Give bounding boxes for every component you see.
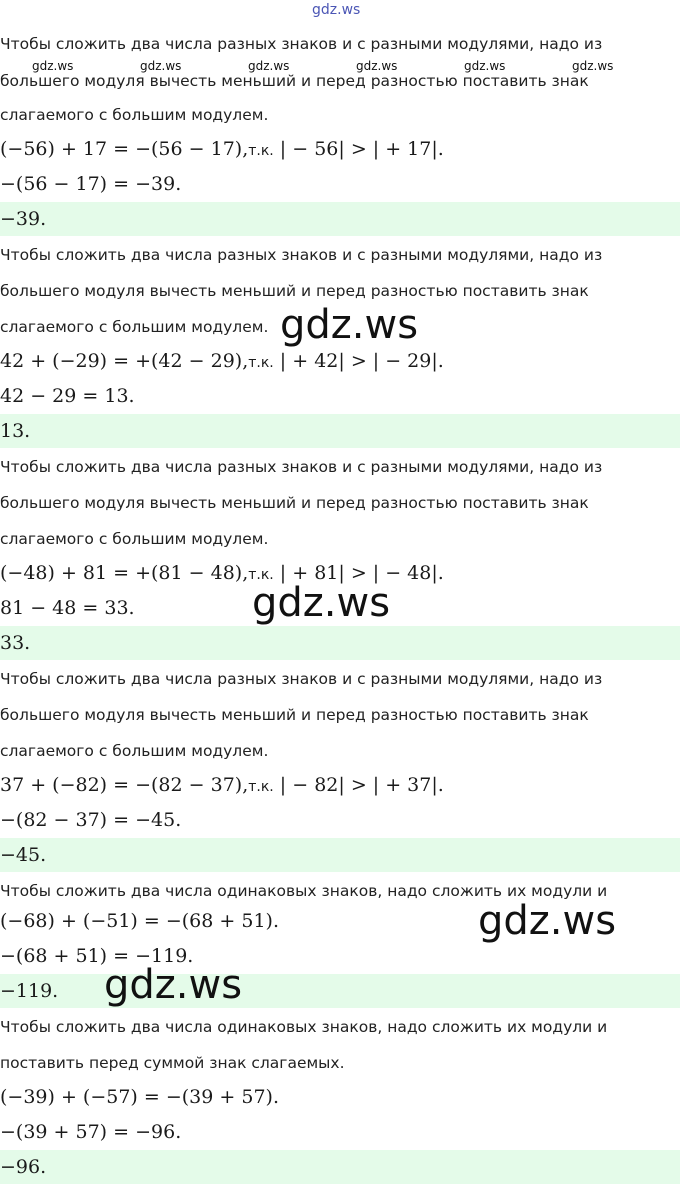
answer-text: −39. (0, 208, 47, 230)
since-label: т.к. (248, 355, 274, 371)
answer-text: 13. (0, 420, 31, 442)
equation: (−39) + (−57) = −(39 + 57). (0, 1086, 279, 1108)
answer-band (0, 414, 680, 448)
rule-text: поставить перед суммой знак слагаемых. (0, 1054, 345, 1072)
answer-band (0, 974, 680, 1008)
equation-condition: | + 81| > | − 48|. (279, 562, 444, 584)
equation (0, 138, 444, 160)
watermark-small: gdz.ws (356, 59, 398, 73)
equation: −(68 + 51) = −119. (0, 945, 194, 967)
since-label: т.к. (248, 779, 274, 795)
since-label: т.к. (248, 143, 274, 159)
watermark-small: gdz.ws (464, 59, 506, 73)
rule-text: Чтобы сложить два числа разных знаков и с разными модулями, надо из (0, 458, 603, 476)
watermark-small: gdz.ws (140, 59, 182, 73)
watermark-large: gdz.ws (478, 898, 617, 944)
answer-text: −119. (0, 980, 59, 1002)
watermark-large: gdz.ws (252, 580, 391, 626)
rule-text: большего модуля вычесть меньший и перед разностью поставить знак (0, 706, 589, 724)
watermark-top: gdz.ws (312, 2, 361, 18)
watermark-small: gdz.ws (572, 59, 614, 73)
rule-text: большего модуля вычесть меньший и перед разностью поставить знак (0, 494, 589, 512)
rule-text: Чтобы сложить два числа разных знаков и с разными модулями, надо из (0, 35, 603, 53)
rule-text: слагаемого с большим модулем. (0, 530, 269, 548)
rule-text: Чтобы сложить два числа одинаковых знаков, надо сложить их модули и (0, 1018, 608, 1036)
rule-text: Чтобы сложить два числа разных знаков и с разными модулями, надо из (0, 670, 603, 688)
since-label: т.к. (248, 567, 274, 583)
rule-text: Чтобы сложить два числа разных знаков и с разными модулями, надо из (0, 246, 603, 264)
equation-main: 37 + (−82) = −(82 − 37), (0, 774, 249, 796)
answer-band (0, 626, 680, 660)
answer-text: −96. (0, 1156, 47, 1178)
equation-main: 42 + (−29) = +(42 − 29), (0, 350, 249, 372)
rule-text: слагаемого с большим модулем. (0, 742, 269, 760)
rule-text: большего модуля вычесть меньший и перед разностью поставить знак (0, 72, 589, 90)
equation: −(39 + 57) = −96. (0, 1121, 182, 1143)
rule-text: Чтобы сложить два числа одинаковых знаков, надо сложить их модули и (0, 882, 608, 900)
watermark-small: gdz.ws (32, 59, 74, 73)
equation (0, 774, 444, 796)
rule-text: слагаемого с большим модулем. (0, 106, 269, 124)
rule-text: большего модуля вычесть меньший и перед разностью поставить знак (0, 282, 589, 300)
watermark-large: gdz.ws (280, 302, 419, 348)
equation (0, 350, 444, 372)
answer-text: 33. (0, 632, 31, 654)
equation-main: (−48) + 81 = +(81 − 48), (0, 562, 249, 584)
equation: (−68) + (−51) = −(68 + 51). (0, 910, 279, 932)
answer-band (0, 1150, 680, 1184)
answer-band (0, 202, 680, 236)
answer-text: −45. (0, 844, 47, 866)
equation: −(56 − 17) = −39. (0, 173, 182, 195)
equation-condition: | − 82| > | + 37|. (279, 774, 444, 796)
equation: 42 − 29 = 13. (0, 385, 135, 407)
equation: −(82 − 37) = −45. (0, 809, 182, 831)
watermark-large: gdz.ws (104, 962, 243, 1008)
equation: 81 − 48 = 33. (0, 597, 135, 619)
rule-text: слагаемого с большим модулем. (0, 318, 269, 336)
watermark-small: gdz.ws (248, 59, 290, 73)
equation-main: (−56) + 17 = −(56 − 17), (0, 138, 249, 160)
equation-condition: | + 42| > | − 29|. (279, 350, 444, 372)
equation-condition: | − 56| > | + 17|. (279, 138, 444, 160)
answer-band (0, 838, 680, 872)
